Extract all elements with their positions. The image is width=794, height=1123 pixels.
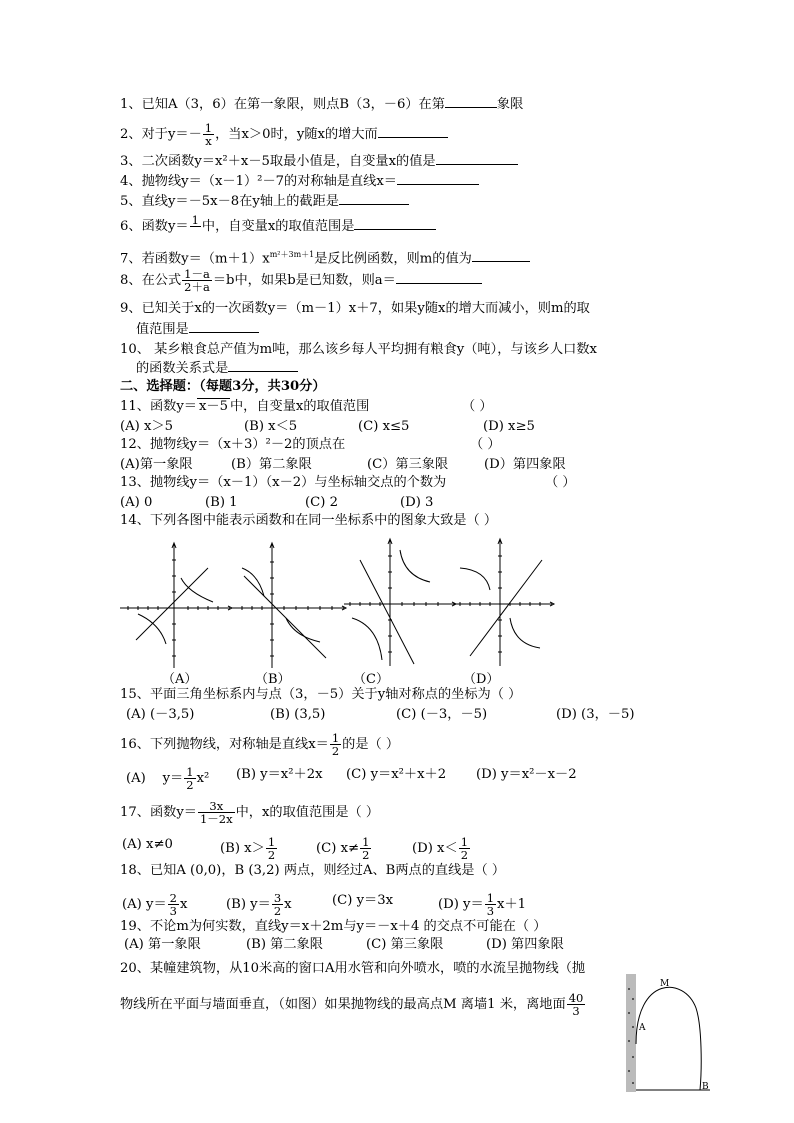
q18-opt-d[interactable] <box>438 892 526 917</box>
q10-text: 10、 某乡粮食总产值为m吨，那么该乡每人平均拥有粮食y（吨），与该乡人口数x <box>120 342 597 357</box>
q8-text: 8、在公式 <box>120 273 182 288</box>
q13-opt-d-text: (D) 3 <box>400 495 434 510</box>
question-5 <box>120 192 409 211</box>
q18-opt-d-fraction <box>485 892 496 917</box>
q17-opt-b-den: 2 <box>267 848 276 862</box>
q11-text: 11、函数y＝ <box>120 399 197 414</box>
q13-answer-paren[interactable] <box>545 474 576 492</box>
q7-text: 7、若函数y＝（m＋1）x <box>120 251 270 267</box>
q20-text-2: 物线所在平面与墙面垂直，（如图）如果抛物线的最高点M 离墙1 米，离地面 <box>120 997 566 1012</box>
q16-opt-d[interactable] <box>476 766 577 784</box>
q3-blank[interactable] <box>436 152 518 165</box>
q17-opt-a[interactable] <box>122 836 173 854</box>
q18-opt-b-den: 2 <box>273 904 282 918</box>
q20-fraction <box>567 992 586 1017</box>
q9-text: 9、已知关于x的一次函数y＝（m－1）x＋7，如果y随x的增大而减小，则m的取 <box>120 301 590 316</box>
q17-opt-d-fraction <box>459 836 470 861</box>
q16-text: 16、下列抛物线，对称轴是直线x＝ <box>120 737 329 752</box>
q17-text: 17、函数y＝ <box>120 805 197 820</box>
q12-paren: （ ） <box>470 437 501 452</box>
q9-blank[interactable] <box>189 320 259 333</box>
question-6 <box>120 214 436 239</box>
q11-answer-paren[interactable] <box>462 398 493 416</box>
q13-opt-a-text: (A) 0 <box>120 495 153 510</box>
q18-opt-b-num: 3 <box>273 891 282 905</box>
q8-den: 2＋a <box>184 280 210 294</box>
q13-opt-c[interactable] <box>305 494 338 512</box>
q19-opt-c[interactable] <box>366 936 443 954</box>
q16-opt-a-den: 2 <box>186 778 194 792</box>
q10-blank[interactable] <box>228 359 298 372</box>
q12-opt-a-text: (A)第一象限 <box>120 457 193 472</box>
q20-figure <box>622 968 718 1096</box>
question-13 <box>120 474 446 492</box>
q20-den: 3 <box>572 1004 580 1018</box>
q16-text-end: 的是（ ） <box>342 737 400 752</box>
q15-opt-a[interactable] <box>126 706 194 724</box>
q18-opt-d-text: (D) y＝ <box>438 897 484 912</box>
q16-opt-b-text: (B) y＝x²＋2x <box>236 767 323 782</box>
q15-opt-d[interactable] <box>556 706 635 724</box>
q18-text: 18、已知A (0,0)，B (3,2) 两点，则经过A、B两点的直线是（ ） <box>120 863 506 878</box>
q16-opt-c[interactable] <box>346 766 446 784</box>
q5-blank[interactable] <box>339 192 409 205</box>
section-2-heading <box>120 378 326 396</box>
q16-opt-a-fraction <box>184 766 195 791</box>
q18-opt-a-x: x <box>179 897 188 912</box>
q12-opt-a[interactable] <box>120 456 193 474</box>
q6-text: 6、函数y＝ <box>120 219 189 234</box>
q7-blank[interactable] <box>472 249 530 262</box>
q11-paren: （ ） <box>462 399 493 414</box>
q12-opt-d[interactable] <box>484 456 566 474</box>
q12-opt-c-text: (C）第三象限 <box>367 457 449 472</box>
question-10-line-2 <box>136 359 298 378</box>
q17-opt-b-num: 1 <box>267 835 276 849</box>
q11-opt-c[interactable] <box>358 418 409 436</box>
q12-opt-d-text: (D）第四象限 <box>484 457 566 472</box>
q2-text: 2、对于y＝－ <box>120 127 202 142</box>
q16-opt-a-num: 1 <box>186 765 194 779</box>
q10-text-2: 的函数关系式是 <box>136 361 229 376</box>
q18-opt-d-x: x＋1 <box>497 897 527 912</box>
q17-text-end: 中，x的取值范围是（ ） <box>235 805 380 820</box>
q20-label-b: B <box>702 1082 709 1092</box>
q16-opt-a-lhs: y＝ <box>162 771 184 786</box>
q12-text: 12、抛物线y＝（x＋3）²－2的顶点在 <box>120 437 346 452</box>
q11-opt-d-text: (D) x≥5 <box>483 419 535 434</box>
q17-opt-d[interactable] <box>412 836 471 861</box>
q1-text: 1、已知A（3，6）在第一象限，则点B（3，－6）在第 <box>120 97 445 112</box>
q14-label-b: （B） <box>255 672 291 687</box>
q20-num: 40 <box>568 991 584 1005</box>
q6-blank[interactable] <box>354 217 436 230</box>
q17-opt-d-num: 1 <box>460 835 469 849</box>
q13-paren: （ ） <box>545 475 576 490</box>
q16-opt-d-text: (D) y＝x²－x－2 <box>476 767 577 782</box>
q18-opt-a-text: (A) y＝ <box>122 897 167 912</box>
q14-graph-b[interactable] <box>230 540 350 670</box>
q16-opt-a-rhs: x² <box>196 771 210 786</box>
q17-opt-b[interactable] <box>220 836 278 861</box>
question-20-line-2 <box>120 992 586 1017</box>
q18-opt-a-fraction <box>168 892 179 917</box>
q12-opt-c[interactable] <box>367 456 448 474</box>
q11-opt-a[interactable] <box>120 418 173 436</box>
q14-label-c: （C） <box>353 672 389 687</box>
q15-opt-c[interactable] <box>396 706 487 724</box>
q12-answer-paren[interactable] <box>470 436 501 454</box>
q18-opt-a-den: 3 <box>169 904 177 918</box>
q11-opt-b[interactable] <box>244 418 297 436</box>
q18-opt-b-text: (B) y＝ <box>226 897 271 912</box>
question-12 <box>120 436 345 454</box>
q19-opt-a[interactable] <box>124 936 201 954</box>
q18-opt-c-text: (C) y＝3x <box>332 893 394 908</box>
q20-text: 20、某幢建筑物，从10米高的窗口A用水管和向外喷水，喷的水流呈抛物线（抛 <box>120 961 586 976</box>
q2-fraction <box>203 122 214 147</box>
q17-opt-c-text: (C) x≠ <box>316 841 360 856</box>
q17-opt-b-fraction <box>266 836 277 861</box>
q4-text: 4、抛物线y＝（x－1）²－7的对称轴是直线x＝ <box>120 174 397 189</box>
q15-opt-c-text: (C) (－3，－5) <box>396 707 488 722</box>
q16-opt-b[interactable] <box>236 766 323 784</box>
question-18 <box>120 862 505 880</box>
q6-num: 1 <box>191 213 199 227</box>
q8-fraction <box>182 268 212 293</box>
q18-opt-b[interactable] <box>226 892 292 917</box>
q4-blank[interactable] <box>397 172 479 185</box>
q19-opt-b[interactable] <box>246 936 323 954</box>
q18-opt-a-num: 2 <box>169 891 177 905</box>
q7-text-end: 是反比例函数，则m的值为 <box>314 251 472 267</box>
q14-graph-d[interactable] <box>452 536 556 670</box>
q13-opt-b[interactable] <box>205 494 238 512</box>
question-19 <box>120 918 546 936</box>
q17-opt-c-fraction <box>360 836 371 861</box>
q18-opt-d-den: 3 <box>486 904 495 918</box>
q14-label-d: （D） <box>463 672 500 687</box>
q17-opt-a-text: (A) x≠0 <box>122 837 173 852</box>
q17-opt-c-den: 2 <box>362 848 370 862</box>
q6-fraction <box>190 214 201 239</box>
q19-opt-b-text: (B) 第二象限 <box>246 937 323 952</box>
question-10-line-1 <box>120 341 597 359</box>
q11-opt-a-text: (A) x＞5 <box>120 419 174 434</box>
q12-opt-b[interactable] <box>231 456 312 474</box>
section-2-title: 二、选择题：（每题3分，共30分） <box>120 379 326 394</box>
question-11 <box>120 398 369 416</box>
q13-opt-c-text: (C) 2 <box>305 495 338 510</box>
q8-blank[interactable] <box>396 271 482 284</box>
q17-den: 1－2x <box>199 812 233 826</box>
q13-text: 13、抛物线y＝（x－1）（x－2）与坐标轴交点的个数为 <box>120 475 447 490</box>
q18-opt-c[interactable] <box>332 892 393 910</box>
q18-opt-d-num: 1 <box>486 891 495 905</box>
q17-fraction <box>198 800 235 825</box>
q17-num: 3x <box>198 800 235 813</box>
q2-den: x <box>205 134 212 148</box>
q16-opt-a[interactable] <box>126 766 209 791</box>
q2-num: 1 <box>204 121 213 135</box>
q5-text: 5、直线y＝－5x－8在y轴上的截距是 <box>120 194 339 209</box>
question-1 <box>120 95 523 114</box>
q2-text-end: ，当x＞0时，y随x的增大而 <box>215 127 378 142</box>
q20-label-a: A <box>639 1023 646 1033</box>
q16-num: 1 <box>331 731 340 745</box>
q14-label-a: （A） <box>162 672 198 687</box>
q17-opt-b-text: (B) x＞ <box>220 841 265 856</box>
question-16 <box>120 732 399 757</box>
q15-opt-a-text: (A) (－3,5) <box>126 707 195 722</box>
q20-wall <box>626 974 636 1092</box>
q18-opt-b-fraction <box>272 892 283 917</box>
question-9-line-2 <box>136 320 259 339</box>
q7-exponent: m²＋3m＋1 <box>269 250 315 259</box>
question-20-line-1 <box>120 960 585 978</box>
q8-num: 1－a <box>184 267 210 281</box>
q17-opt-d-den: 2 <box>460 848 469 862</box>
q1-blank[interactable] <box>445 95 497 108</box>
q13-opt-a[interactable] <box>120 494 152 512</box>
q17-opt-d-text: (D) x＜ <box>412 841 458 856</box>
question-14 <box>120 512 497 530</box>
q19-opt-d[interactable] <box>486 936 564 954</box>
q17-opt-c[interactable] <box>316 836 372 861</box>
q17-opt-c-num: 1 <box>362 835 370 849</box>
q6-den <box>190 227 201 239</box>
q11-opt-d[interactable] <box>483 418 535 436</box>
q6-text-end: 中，自变量x的取值范围是 <box>201 219 355 234</box>
q14-text: 14、下列各图中能表示函数和在同一坐标系中的图象大致是（ ） <box>120 513 498 528</box>
q19-opt-d-text: (D) 第四象限 <box>486 937 564 952</box>
question-3 <box>120 152 518 171</box>
q9-text-2: 值范围是 <box>136 322 189 337</box>
q14-graph-c[interactable] <box>342 536 458 670</box>
q3-text: 3、二次函数y＝x²＋x－5取最小值是，自变量x的值是 <box>120 154 436 169</box>
q13-opt-b-text: (B) 1 <box>205 495 238 510</box>
q19-opt-c-text: (C) 第三象限 <box>366 937 444 952</box>
q2-blank[interactable] <box>378 125 448 138</box>
q8-text-end: ＝b中，如果b是已知数，则a＝ <box>212 273 396 288</box>
q12-opt-b-text: (B）第二象限 <box>231 457 312 472</box>
q11-opt-c-text: (C) x≤5 <box>358 419 410 434</box>
q16-fraction <box>330 732 341 757</box>
question-8 <box>120 268 482 293</box>
q15-opt-d-text: (D) (3，－5) <box>556 707 635 722</box>
q11-opt-b-text: (B) x＜5 <box>244 419 298 434</box>
q13-opt-d[interactable] <box>400 494 433 512</box>
q15-text: 15、平面三角坐标系内与点（3，－5）关于y轴对称点的坐标为（ ） <box>120 687 522 702</box>
q15-opt-b[interactable] <box>270 706 325 724</box>
q14-graph-a[interactable] <box>118 540 234 670</box>
question-7 <box>120 246 530 268</box>
question-4 <box>120 172 479 191</box>
q20-label-m: M <box>660 979 670 989</box>
q16-opt-a-label: (A) <box>126 771 146 786</box>
q15-opt-b-text: (B) (3,5) <box>270 707 326 722</box>
question-15 <box>120 686 521 704</box>
q16-den: 2 <box>331 744 340 758</box>
q16-opt-c-text: (C) y＝x²＋x＋2 <box>346 767 447 782</box>
q11-text-end: 中，自变量x的取值范围 <box>230 399 370 414</box>
q18-opt-a[interactable] <box>122 892 187 917</box>
q18-opt-b-x: x <box>284 897 292 912</box>
q19-text: 19、不论m为何实数，直线y＝x＋2m与y＝－x＋4 的交点不可能在（ ） <box>120 919 547 934</box>
q20-parabola <box>636 987 701 1090</box>
question-17 <box>120 800 379 825</box>
question-2 <box>120 122 448 147</box>
q19-opt-a-text: (A) 第一象限 <box>124 937 201 952</box>
q1-text-end: 象限 <box>496 97 524 112</box>
q11-radical: x－5 <box>198 399 228 414</box>
question-9-line-1 <box>120 300 590 318</box>
